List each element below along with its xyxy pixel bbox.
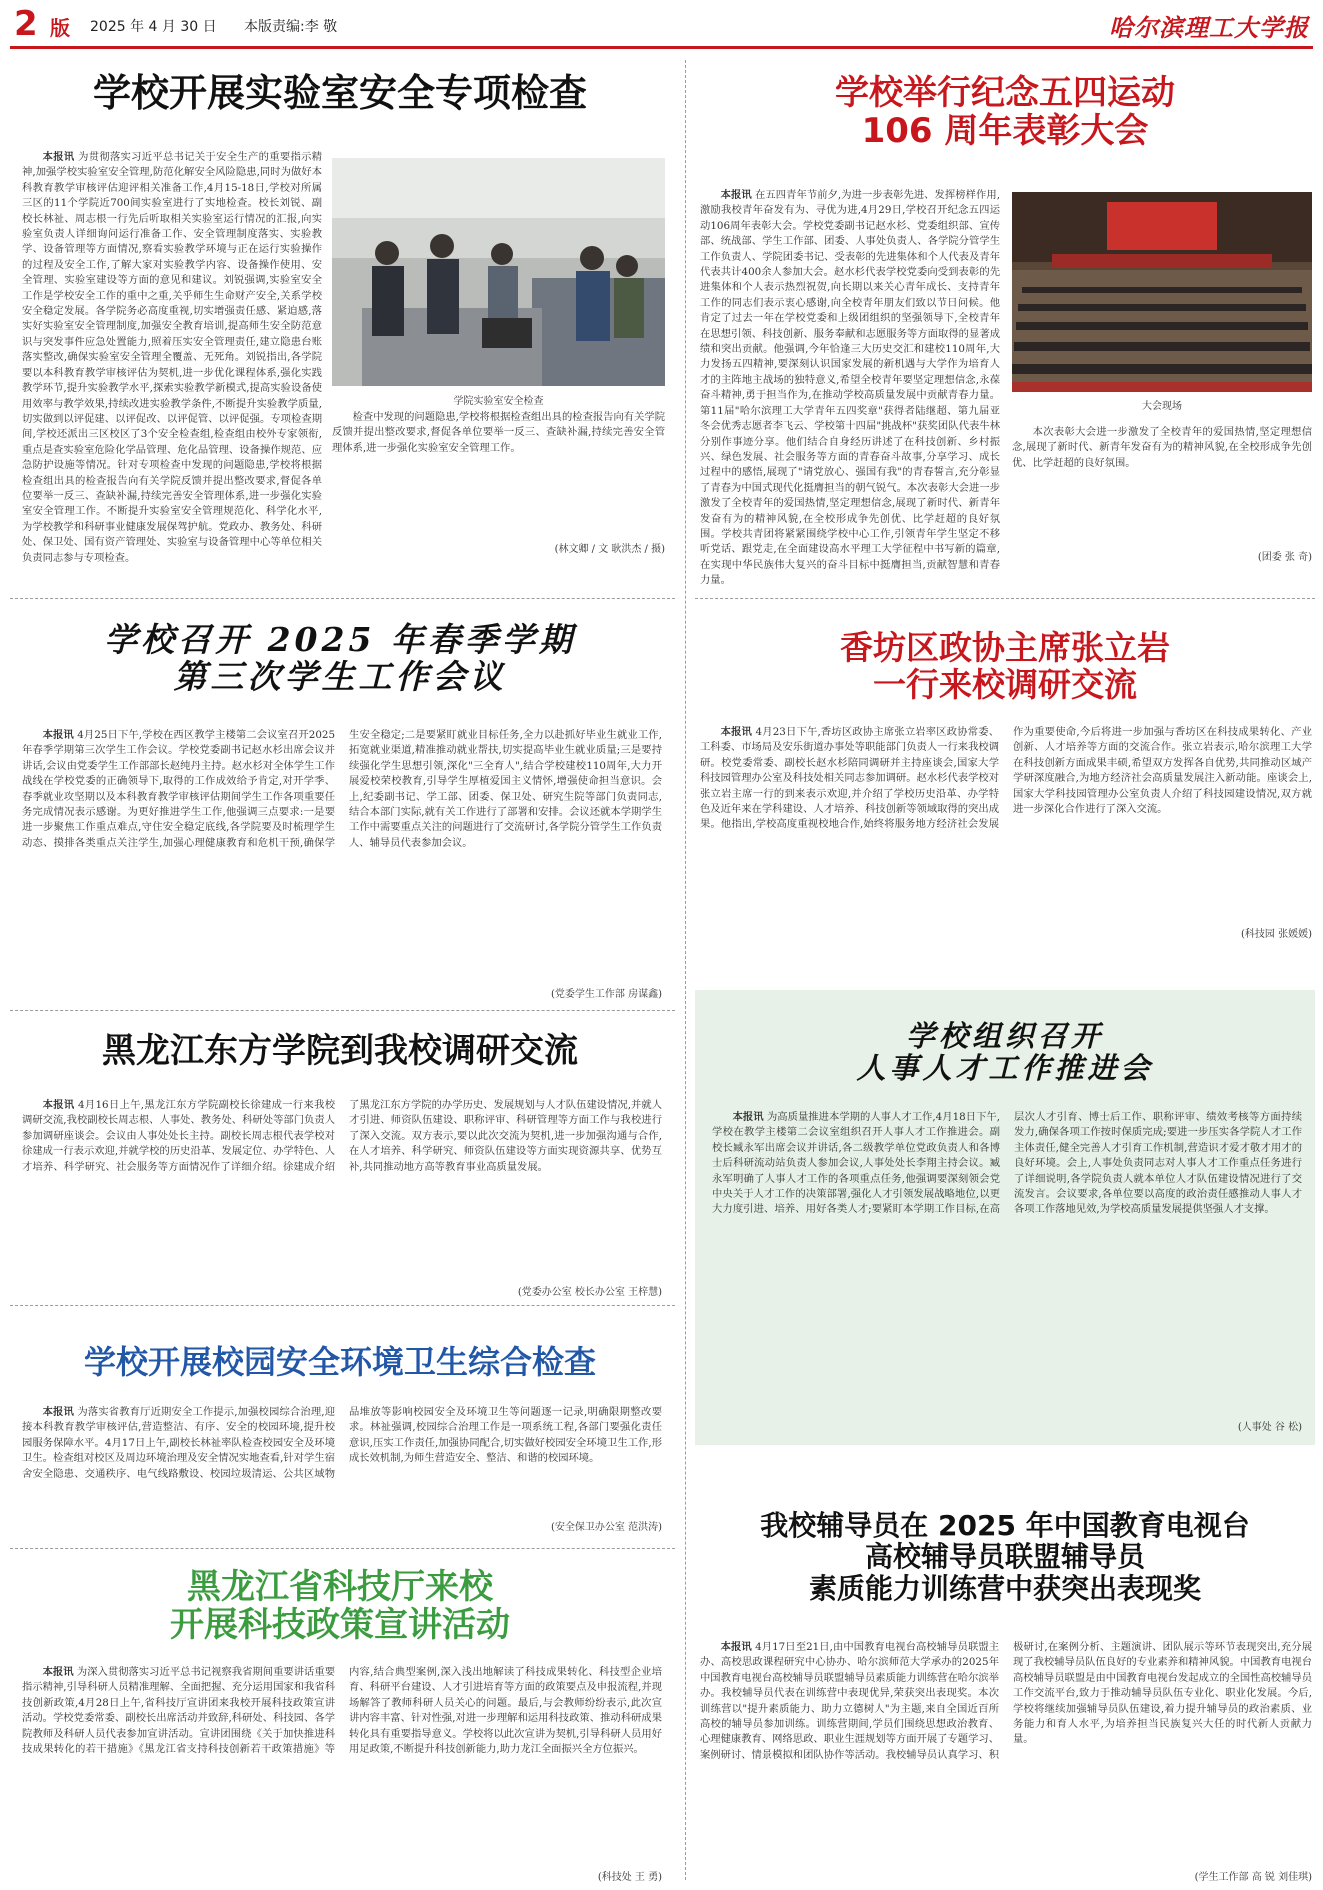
masthead-rule: [10, 46, 1313, 49]
ceremony-image: [1012, 192, 1312, 392]
article-headline: [700, 630, 1310, 704]
headline-line-2: 一行来校调研交流: [873, 664, 1137, 704]
headline-line-1: 我校辅导员在 2025 年中国教育电视台: [760, 1509, 1250, 1542]
article-text: 4月23日下午,香坊区政协主席张立岩率区政协常委、工科委、市场局及安乐街道办事处等职能部门负责人一行来我校调研。校党委常委、副校长赵水杉陪同调研并主持座谈会,国家大学科技园管理办公室及科技处相关同志参加调研。赵水杉代表学校对张立岩主席一行的到来表示欢迎,并介绍了学校历史沿革、办学特色及近年来在学科建设、人才培养、科技创新等领域取得的突出成果。他指出,学校高度重视校地合作,始终将服务地方经济社会发展作为重要使命,今后将进一步加强与香坊区在科技成果转化、产业创新、人才培养等方面的交流合作。张立岩表示,哈尔滨理工大学在科技创新方面成果丰硕,希望双方发挥各自优势,共同推动区域产学研深度融合,为地方经济社会高质量发展注入新动能。座谈会上,国家大学科技园管理办公室负责人介绍了科技园建设情况,双方就进一步深化合作进行了深入交流。: [700, 726, 1312, 831]
article-lead: 本报讯: [42, 1666, 74, 1678]
section-divider: [10, 1305, 675, 1306]
section-divider: [10, 598, 675, 599]
article-lead: 本报讯: [42, 729, 74, 741]
article-headline: 黑龙江东方学院到我校调研交流: [102, 1031, 578, 1071]
article-byline: (团委 张 奇): [1257, 552, 1312, 563]
article-lead: 本报讯: [732, 1111, 764, 1123]
headline-line-1: 学校召开 2025 年春季学期: [104, 620, 576, 659]
article-body-continued: 本次表彰大会进一步激发了全校青年的爱国热情,坚定理想信念,展现了新时代、新青年发奋有为的精神风貌,在全校形成争先创优、比学赶超的良好氛围。: [1012, 426, 1312, 469]
column-divider: [685, 60, 686, 1880]
issue-date: 2025 年 4 月 30 日: [90, 19, 217, 35]
headline-line-2: 人事人才工作推进会: [856, 1051, 1154, 1086]
article-lead: 本报讯: [42, 1406, 74, 1418]
headline-line-2: 开展科技政策宣讲活动: [170, 1605, 510, 1646]
page-editor: 本版责编:李 敬: [244, 19, 338, 35]
lab-inspection-photo: [332, 158, 665, 386]
article-body: [22, 1405, 662, 1520]
article-lead: 本报讯: [42, 1099, 75, 1111]
article-body: [22, 150, 323, 564]
newspaper-name: 哈尔滨理工大学报: [1109, 13, 1309, 42]
article-byline: (学生工作部 高 锐 刘佳琪): [1194, 1872, 1312, 1883]
article-body: [700, 188, 1000, 587]
article-headline: [700, 1020, 1310, 1085]
article-text: 4月16日上午,黑龙江东方学院副校长徐建成一行来我校调研交流,我校副校长周志根、人事处、教务处、科研处等部门负责人参加调研座谈会。会议由人事处处长主持。副校长周志根代表学校对徐建成一行表示欢迎,并就学校的历史沿革、发展定位、办学特色、人才培养、科学研究、社会服务等方面情况作了详细介绍。徐建成介绍了黑龙江东方学院的办学历史、发展规划与人才队伍建设情况,并就人才引进、师资队伍建设、职称评审、科研管理等方面工作与我校进行了深入交流。双方表示,要以此次交流为契机,进一步加强沟通与合作,在人才培养、科学研究、师资队伍建设等方面实现资源共享、优势互补,共同推动地方高等教育事业高质量发展。: [22, 1099, 662, 1173]
article-headline: [700, 1510, 1310, 1604]
article-text: 在五四青年节前夕,为进一步表彰先进、发挥榜样作用,激励我校青年奋发有为、寻优为进,4月29日,学校召开纪念五四运动106周年表彰大会。学校党委副书记赵水杉、党委组织部、宣传部、统战部、学生工作部、团委、人事处负责人、各学院分管学生工作负责人、学院团委书记、受表彰的先进集体和个人代表及青年代表共计400余人参加大会。赵水杉代表学校党委向受到表彰的先进集体和个人表示热烈祝贺,向长期以来关心青年成长、支持青年工作的同志们表示衷心感谢,向全校青年朋友们致以节日问候。他肯定了过去一年在学校党委和上级团组织的坚强领导下,全校青年在思想引领、科技创新、服务奉献和志愿服务等方面取得的显著成绩和突出贡献。他强调,今年恰逢三大历史交汇和建校110周年,大力发扬五四精神,要深刻认识国家发展的新机遇与大学作为培育人才的主阵地主战场的独特意义,希望全校青年要坚定理想信念,永葆奋斗精神,勇于担当作为,在推动学校高质量发展中贡献青春力量。第11届"哈尔滨理工大学青年五四奖章"获得者陆继超、第九届亚冬会优秀志愿者李飞云、学校第十四届"挑战杯"获奖团队代表牛林分别作事迹分享。他们结合自身经历讲述了在科技创新、乡村振兴、绿色发展、社会服务等方面的青春奋斗故事,分享学习、成长过程中的感悟,展现了"请党放心、强国有我"的青春誓言,充分彰显了青春为中国式现代化挺膺担当的朝气锐气。本次表彰大会进一步激发了全校青年的爱国热情,坚定理想信念,展现了新时代、新青年发奋有为的精神风貌,在全校形成争先创优、比学赶超的良好氛围。学校共青团将紧紧围绕学校中心工作,引领青年学生坚定不移听党话、跟党走,在全面建设高水平理工大学征程中书写新的篇章,在实现中华民族伟大复兴的奋斗目标中挺膺担当,贡献智慧和青春力量。: [700, 189, 1000, 587]
article-byline: (科技园 张媛媛): [1241, 929, 1312, 940]
article-text: 为贯彻落实习近平总书记关于安全生产的重要指示精神,加强学校实验室安全管理,防范化解安全风险隐患,同时为做好本科教育教学审核评估迎评相关准备工作,4月15-18日,学校对所属三区的11个学院近700间实验室进行了实地检查。校长刘锐、副校长林祉、周志根一行先后听取相关实验室运行情况的汇报,向实验室负责人详细询问运行准备工作、安全管理制度落实、实验教学、设备管理等方面情况,察看实验教学环境与正在运行实验操作的过程及安全工作,了解大家对实验教学内容、设备操作使用、安全管理、实验室建设等方面的意见和建议。刘锐强调,实验室安全工作是学校安全工作的重中之重,关乎师生生命财产安全,关系学校安全稳定发展。各学院务必高度重视,切实增强责任感、紧迫感,落实好实验室安全管理制度,加强安全教育培训,提高师生安全防范意识与突发事件应急处置能力,照着压实安全管理责任,建立隐患台账落实整改,确保实验室安全管理全覆盖、无死角。刘锐指出,各学院要以本科教育教学审核评估为契机,进一步优化课程体系,强化实践教学环节,提升实验教学水平,探索实验教学新模式,提高实验设备使用效率与教学效果,持续改进实验教学条件,不断提升实验教学质量,切实做到以评促建、以评促改、以评促管、以评促强。专项检查期间,学校还派出三区校区了3个安全检查组,检查组由校外专家领衔,重点是查实验室危险化学品管理、危化品管理、设备操作规范、应急防护设施等情况。针对专项检查中发现的问题隐患,学校将根据检查组出具的检查报告向有关学院反馈并提出整改要求,督促各单位要举一反三、查缺补漏,持续完善安全管理体系,进一步强化实验室安全管理工作。不断提升实验室安全管理规范化、科学化水平,为学校教学和科研事业健康发展保驾护航。党政办、教务处、科研处、保卫处、国有资产管理处、实验室与设备管理中心等单位相关负责同志参与专项检查。: [22, 151, 323, 564]
article-body: [22, 728, 662, 973]
article-text: 4月25日下午,学校在西区教学主楼第二会议室召开2025年春季学期第三次学生工作会议。学校党委副书记赵水杉出席会议并讲话,会议由党委学生工作部部长赵纯丹主持。赵水杉对全体学生工作战线在学校党委的正确领导下,取得的工作成效给予肯定,对开学季、春季就业攻坚期以及本科教育教学审核评估期间学生工作各项重要任务完成情况表示感谢。为更好推进学生工作,他强调三点要求:一是要进一步聚焦工作重点难点,守住安全稳定底线,各学院要及时梳理学生动态、摸排各类重点关注学生,加强心理健康教育和危机干预,确保学生安全稳定;二是要紧盯就业目标任务,全力以赴抓好毕业生就业工作,拓宽就业渠道,精准推动就业帮扶,切实提高毕业生就业质量;三是要持续强化学生思想引领,深化"三全育人",结合学校建校110周年,大力开展爱校荣校教育,引导学生厚植爱国主义情怀,增强使命担当意识。会上,纪委副书记、学工部、团委、保卫处、研究生院等部门负责同志,结合本部门实际,就有关工作进行了部署和安排。会议还就本学期学生工作中需要重点关注的问题进行了交流研讨,各学院分管学生工作负责人、辅导员代表参加会议。: [22, 729, 662, 849]
article-byline: (党委办公室 校长办公室 王梓慧): [517, 1287, 662, 1298]
article-byline: (党委学生工作部 房谋鑫): [551, 989, 662, 1000]
headline-line-2: 第三次学生工作会议: [173, 656, 507, 696]
article-text: 为深入贯彻落实习近平总书记视察我省期间重要讲话重要指示精神,引导科研人员精准理解、全面把握、充分运用国家和我省科技创新政策,4月28日上午,省科技厅宣讲团来我校开展科技政策宣讲活动。学校党委常委、副校长出席活动并致辞,科研处、科技园、各学院教师及科研人员代表参加宣讲活动。宣讲团围绕《关于加快推进科技成果转化的若干措施》《黑龙江省支持科技创新若干政策措施》等内容,结合典型案例,深入浅出地解读了科技成果转化、科技型企业培育、科研平台建设、人才引进培育等方面的政策要点及申报流程,并现场解答了教师科研人员关心的问题。最后,与会教师纷纷表示,此次宣讲内容丰富、针对性强,对进一步理解和运用科技政策、推动科研成果转化具有重要指导意义。学校将以此次宣讲为契机,引导科研人员用好用足政策,不断提升科技创新能力,助力龙江全面振兴全方位振兴。: [22, 1666, 662, 1756]
photo-caption: 学院实验室安全检查: [453, 396, 544, 407]
article-lead: 本报讯: [720, 726, 753, 738]
section-divider: [10, 1010, 675, 1011]
article-body: [700, 1640, 1312, 1865]
article-text: 4月17日至21日,由中国教育电视台高校辅导员联盟主办、高校思政课程研究中心协办、哈尔滨师范大学承办的2025年中国教育电视台高校辅导员联盟辅导员素质能力训练营在哈尔滨举办。我校辅导员代表在训练营中表现优异,荣获突出表现奖。本次训练营以"提升素质能力、助力立德树人"为主题,来自全国近百所高校的辅导员参加训练。训练营期间,学员们围绕思想政治教育、心理健康教育、网络思政、职业生涯规划等方面开展了专题学习、案例研讨、情景模拟和团队协作等活动。我校辅导员认真学习、积极研讨,在案例分析、主题演讲、团队展示等环节表现突出,充分展现了我校辅导员队伍良好的专业素养和精神风貌。中国教育电视台高校辅导员联盟是由中国教育电视台发起成立的全国性高校辅导员工作交流平台,致力于推动辅导员队伍专业化、职业化发展。今后,学校将继续加强辅导员队伍建设,着力提升辅导员的政治素质、业务能力和育人水平,为培养担当民族复兴大任的时代新人贡献力量。: [700, 1641, 1312, 1761]
article-body-continued: 检查中发现的问题隐患,学校将根据检查组出具的检查报告向有关学院反馈并提出整改要求,督促各单位要举一反三、查缺补漏,持续完善安全管理体系,进一步强化实验室安全管理工作。: [332, 411, 665, 454]
article-lead: 本报讯: [720, 1641, 752, 1653]
article-lead: 本报讯: [42, 151, 75, 163]
article-headline: [20, 622, 660, 696]
page-number: 2: [14, 4, 38, 44]
article-byline: (人事处 谷 松): [1237, 1422, 1302, 1433]
headline-line-1: 黑龙江省科技厅来校: [187, 1567, 493, 1607]
headline-line-1: 香坊区政协主席张立岩: [840, 628, 1170, 667]
article-body: [712, 1110, 1302, 1410]
page-masthead: [0, 0, 1323, 52]
article-body: [700, 725, 1312, 915]
article-text: 为高质量推进本学期的人事人才工作,4月18日下午,学校在教学主楼第二会议室组织召开人事人才工作推进会。副校长臧永军出席会议并讲话,各二级教学单位党政负责人和各博士后科研流动站负责人参加会议,人事处处长李翔主持会议。臧永军明确了人事人才工作的各项重点任务,他强调要深刻领会党中央关于人才工作的决策部署,强化人才引领发展战略地位,以更大力度引进、培养、用好各类人才;要紧盯本学期工作目标,在高层次人才引育、博士后工作、职称评审、绩效考核等方面持续发力,确保各项工作按时保质完成;要进一步压实各学院人才工作主体责任,健全完善人才引育工作机制,营造识才爱才敬才用才的良好环境。会上,人事处负责同志对人事人才工作重点任务进行了详细说明,各学院负责人就本单位人才队伍建设情况进行了交流发言。会议要求,各单位要以高度的政治责任感推动人事人才各项工作落地见效,为学校高质量发展提供坚强人才支撑。: [712, 1111, 1302, 1216]
photo-caption: 大会现场: [1142, 401, 1182, 412]
lab-inspection-image: [332, 158, 665, 386]
ceremony-photo: [1012, 192, 1312, 392]
article-byline: (安全保卫办公室 范洪涛): [551, 1522, 662, 1533]
article-headline: 学校开展校园安全环境卫生综合检查: [83, 1343, 596, 1381]
headline-line-3: 素质能力训练营中获突出表现奖: [808, 1571, 1201, 1605]
headline-line-2: 106 周年表彰大会: [861, 111, 1149, 152]
page-unit: 版: [50, 16, 70, 40]
headline-line-1: 学校举行纪念五四运动: [835, 73, 1175, 113]
article-body: [22, 1665, 662, 1865]
article-byline: (科技处 王 勇): [597, 1872, 662, 1883]
headline-line-1: 学校组织召开: [905, 1019, 1104, 1053]
article-headline: [700, 74, 1310, 150]
article-lead: 本报讯: [720, 189, 752, 201]
article-byline: (林文卿 / 文 耿洪杰 / 摄): [554, 544, 665, 555]
article-headline: 学校开展实验室安全专项检查: [92, 70, 587, 115]
headline-line-2: 高校辅导员联盟辅导员: [864, 1540, 1145, 1574]
article-text: 为落实省教育厅近期安全工作提示,加强校园综合治理,迎接本科教育教学审核评估,营造整洁、有序、安全的校园环境,提升校园服务保障水平。4月17日上午,副校长林祉率队检查校园安全及环境卫生。检查组对校区及周边环境治理及安全情况实地查看,针对学生宿舍安全隐患、交通秩序、电气线路敷设、校园垃圾清运、公共区域物品堆放等影响校园安全及环境卫生等问题逐一记录,明确限期整改要求。林祉强调,校园综合治理工作是一项系统工程,各部门要强化责任意识,压实工作责任,加强协同配合,切实做好校园安全环境卫生工作,形成长效机制,为师生营造安全、整洁、和谐的校园环境。: [22, 1406, 662, 1480]
article-headline: [20, 1568, 660, 1644]
section-divider: [695, 598, 1315, 599]
section-divider: [10, 1548, 675, 1549]
article-body: [22, 1098, 662, 1278]
